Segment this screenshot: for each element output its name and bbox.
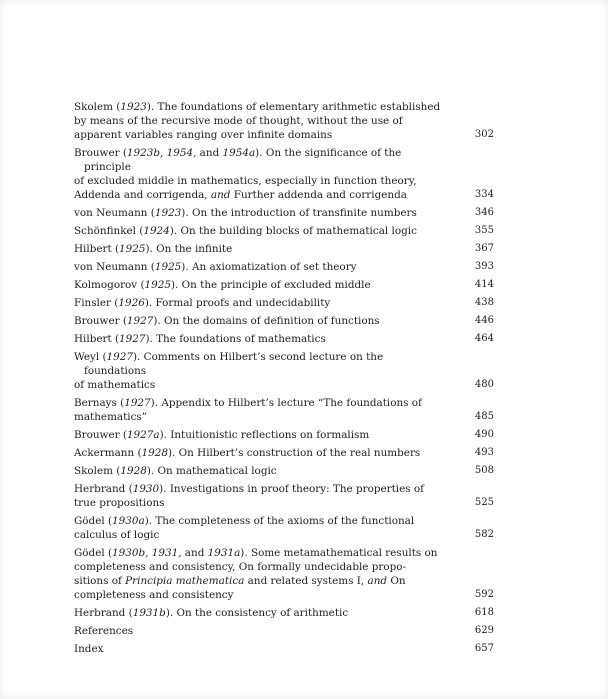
text-segment: Skolem ( bbox=[74, 465, 121, 477]
toc-entry bbox=[74, 482, 494, 510]
toc-page-number: 367 bbox=[474, 243, 494, 254]
toc-entry-line bbox=[74, 546, 448, 560]
toc-page-number: 414 bbox=[474, 279, 494, 290]
italic-segment: 1923b, 1954, bbox=[126, 147, 197, 159]
text-segment: Brouwer ( bbox=[74, 315, 127, 327]
toc-entry-title bbox=[74, 146, 466, 202]
toc-entry bbox=[74, 606, 494, 620]
toc-entry-line bbox=[74, 528, 448, 542]
toc-entry-line bbox=[74, 606, 448, 620]
italic-segment: 1928 bbox=[120, 465, 147, 477]
toc-page-number: 334 bbox=[474, 189, 494, 200]
toc-entry-line bbox=[74, 410, 448, 424]
text-segment: Bernays ( bbox=[74, 397, 125, 409]
text-segment: Brouwer ( bbox=[74, 429, 127, 441]
text-segment: Herbrand ( bbox=[74, 607, 133, 619]
text-segment: calculus of logic bbox=[74, 529, 160, 541]
toc-entry bbox=[74, 146, 494, 202]
text-segment: ). Some metamathematical results on bbox=[240, 547, 438, 559]
toc-entry bbox=[74, 242, 494, 256]
italic-segment: and bbox=[210, 189, 231, 201]
toc-page-number: 480 bbox=[474, 379, 494, 390]
italic-segment: 1927 bbox=[124, 397, 151, 409]
table-of-contents bbox=[74, 100, 494, 660]
toc-entry-line bbox=[74, 224, 448, 238]
toc-entry-title bbox=[74, 464, 466, 478]
toc-page-number: 508 bbox=[474, 465, 494, 476]
toc-entry-line bbox=[74, 174, 448, 188]
toc-page-number: 346 bbox=[474, 207, 494, 218]
toc-entry-line bbox=[74, 206, 448, 220]
toc-entry-title bbox=[74, 332, 466, 346]
italic-segment: Principia mathematica bbox=[125, 575, 245, 587]
toc-entry-line bbox=[74, 446, 448, 460]
toc-entry-line bbox=[74, 350, 448, 378]
toc-entry-title bbox=[74, 278, 466, 292]
toc-entry-title bbox=[74, 100, 466, 142]
italic-segment: 1930b, 1931, bbox=[112, 547, 182, 559]
toc-entry bbox=[74, 278, 494, 292]
italic-segment: 1930 bbox=[132, 483, 160, 495]
toc-page-number: 493 bbox=[474, 447, 494, 458]
toc-entry-line bbox=[74, 260, 448, 274]
toc-entry bbox=[74, 206, 494, 220]
italic-segment: 1926 bbox=[118, 297, 145, 309]
text-segment: Finsler ( bbox=[74, 297, 119, 309]
text-segment: completeness and consistency, On formally undecidable propo- bbox=[74, 561, 407, 573]
toc-entry-title bbox=[74, 642, 466, 656]
text-segment: Weyl ( bbox=[74, 351, 107, 363]
toc-entry bbox=[74, 224, 494, 238]
toc-page-number: 446 bbox=[474, 315, 494, 326]
text-segment: ). On Hilbert’s construction of the real numbers bbox=[167, 447, 421, 459]
toc-page-number: 582 bbox=[474, 529, 494, 540]
toc-entry bbox=[74, 624, 494, 638]
text-segment: ). Investigations in proof theory: The properties of bbox=[159, 483, 425, 495]
text-segment: Hilbert ( bbox=[74, 333, 120, 345]
toc-entry-title bbox=[74, 350, 466, 392]
text-segment: ). The foundations of mathematics bbox=[145, 333, 326, 345]
toc-entry-line bbox=[74, 560, 448, 574]
toc-entry-line bbox=[74, 574, 448, 588]
toc-page-number: 355 bbox=[474, 225, 494, 236]
italic-segment: 1924 bbox=[143, 225, 170, 237]
text-segment: of excluded middle in mathematics, especially in function theory, bbox=[74, 175, 417, 187]
toc-entry-line bbox=[74, 464, 448, 478]
toc-entry-title bbox=[74, 260, 466, 274]
toc-page-number: 618 bbox=[474, 607, 494, 618]
toc-entry bbox=[74, 260, 494, 274]
text-segment: Skolem ( bbox=[74, 101, 121, 113]
text-segment: Gödel ( bbox=[74, 515, 113, 527]
toc-entry-line bbox=[74, 242, 448, 256]
text-segment: completeness and consistency bbox=[74, 589, 234, 601]
text-segment: ). Intuitionistic reflections on formalism bbox=[159, 429, 370, 441]
italic-segment: 1954a bbox=[222, 147, 256, 159]
toc-entry-title bbox=[74, 482, 466, 510]
toc-entry-line bbox=[74, 188, 448, 202]
text-segment: mathematics” bbox=[74, 411, 148, 423]
text-segment: apparent variables ranging over infinite domains bbox=[74, 129, 333, 141]
text-segment: ). Formal proofs and undecidability bbox=[144, 297, 331, 309]
text-segment: Kolmogorov ( bbox=[74, 279, 145, 291]
toc-page-number: 438 bbox=[474, 297, 494, 308]
toc-page-number: 657 bbox=[474, 643, 494, 654]
text-segment: and bbox=[181, 547, 208, 559]
italic-segment: and bbox=[367, 575, 388, 587]
toc-entry bbox=[74, 396, 494, 424]
toc-entry-title bbox=[74, 206, 466, 220]
toc-entry bbox=[74, 428, 494, 442]
text-segment: Further addenda and corrigenda bbox=[230, 189, 407, 201]
text-segment: ). An axiomatization of set theory bbox=[181, 261, 357, 273]
text-segment: ). The foundations of elementary arithmetic established bbox=[146, 101, 441, 113]
toc-entry-line bbox=[74, 146, 448, 174]
italic-segment: 1923 bbox=[120, 101, 147, 113]
toc-entry-line bbox=[74, 100, 448, 114]
toc-entry-line bbox=[74, 588, 448, 602]
text-segment: Herbrand ( bbox=[74, 483, 133, 495]
italic-segment: 1931b bbox=[132, 607, 166, 619]
toc-entry bbox=[74, 514, 494, 542]
toc-entry-line bbox=[74, 642, 448, 656]
toc-entry-title bbox=[74, 428, 466, 442]
toc-entry-line bbox=[74, 114, 448, 128]
toc-entry bbox=[74, 446, 494, 460]
italic-segment: 1927 bbox=[119, 333, 146, 345]
text-segment: Gödel ( bbox=[74, 547, 113, 559]
text-segment: ). Comments on Hilbert’s second lecture on the foundations bbox=[84, 351, 384, 377]
italic-segment: 1931a bbox=[207, 547, 241, 559]
text-segment: ). On the consistency of arithmetic bbox=[165, 607, 349, 619]
toc-entry-line bbox=[74, 128, 448, 142]
toc-entry bbox=[74, 642, 494, 656]
text-segment: ). On mathematical logic bbox=[146, 465, 277, 477]
text-segment: Schönfinkel ( bbox=[74, 225, 144, 237]
italic-segment: 1925 bbox=[119, 243, 146, 255]
text-segment: ). On the introduction of transfinite numbers bbox=[181, 207, 417, 219]
toc-entry-line bbox=[74, 496, 448, 510]
toc-entry-line bbox=[74, 396, 448, 410]
text-segment: Ackermann ( bbox=[74, 447, 142, 459]
toc-entry-title bbox=[74, 514, 466, 542]
text-segment: von Neumann ( bbox=[74, 261, 155, 273]
toc-entry-title bbox=[74, 624, 466, 638]
toc-entry-line bbox=[74, 296, 448, 310]
text-segment: ). On the infinite bbox=[145, 243, 233, 255]
toc-entry-title bbox=[74, 314, 466, 328]
toc-entry-title bbox=[74, 606, 466, 620]
italic-segment: 1927 bbox=[106, 351, 133, 363]
toc-entry-title bbox=[74, 546, 466, 602]
toc-entry-line bbox=[74, 278, 448, 292]
text-segment: by means of the recursive mode of thought, without the use of bbox=[74, 115, 403, 127]
text-segment: Addenda and corrigenda, bbox=[74, 189, 211, 201]
toc-page-number: 592 bbox=[474, 589, 494, 600]
toc-page-number: 302 bbox=[474, 129, 494, 140]
toc-entry-line bbox=[74, 378, 448, 392]
text-segment: Index bbox=[74, 643, 104, 655]
toc-entry-line bbox=[74, 332, 448, 346]
toc-page-number: 393 bbox=[474, 261, 494, 272]
toc-entry-line bbox=[74, 314, 448, 328]
toc-entry bbox=[74, 350, 494, 392]
toc-entry-line bbox=[74, 482, 448, 496]
toc-entry-title bbox=[74, 224, 466, 238]
toc-entry-title bbox=[74, 446, 466, 460]
italic-segment: 1928 bbox=[141, 447, 168, 459]
text-segment: ). On the domains of definition of functions bbox=[153, 315, 380, 327]
italic-segment: 1925 bbox=[154, 261, 182, 273]
toc-entry bbox=[74, 314, 494, 328]
text-segment: and bbox=[196, 147, 223, 159]
toc-entry-title bbox=[74, 396, 466, 424]
toc-page-number: 464 bbox=[474, 333, 494, 344]
italic-segment: 1927 bbox=[126, 315, 154, 327]
text-segment: Brouwer ( bbox=[74, 147, 127, 159]
toc-entry bbox=[74, 546, 494, 602]
toc-entry-line bbox=[74, 428, 448, 442]
text-segment: and related systems I, bbox=[244, 575, 368, 587]
text-segment: ). On the principle of excluded middle bbox=[170, 279, 371, 291]
text-segment: ). On the significance of the principle bbox=[84, 147, 402, 173]
toc-page-number: 485 bbox=[474, 411, 494, 422]
text-segment: On bbox=[387, 575, 406, 587]
toc-entry bbox=[74, 332, 494, 346]
italic-segment: 1925 bbox=[144, 279, 171, 291]
toc-entry bbox=[74, 100, 494, 142]
text-segment: sitions of bbox=[74, 575, 126, 587]
italic-segment: 1930a bbox=[112, 515, 145, 527]
toc-entry bbox=[74, 464, 494, 478]
text-segment: von Neumann ( bbox=[74, 207, 155, 219]
toc-entry-line bbox=[74, 624, 448, 638]
text-segment: Hilbert ( bbox=[74, 243, 120, 255]
text-segment: ). The completeness of the axioms of the functional bbox=[144, 515, 415, 527]
toc-page-number: 629 bbox=[474, 625, 494, 636]
toc-entry bbox=[74, 296, 494, 310]
toc-entry-line bbox=[74, 514, 448, 528]
toc-page-number: 490 bbox=[474, 429, 494, 440]
text-segment: ). On the building blocks of mathematical logic bbox=[169, 225, 417, 237]
toc-page-number: 525 bbox=[474, 497, 494, 508]
toc-entry-title bbox=[74, 296, 466, 310]
text-segment: true propositions bbox=[74, 497, 165, 509]
toc-entry-title bbox=[74, 242, 466, 256]
italic-segment: 1923 bbox=[154, 207, 182, 219]
text-segment: ). Appendix to Hilbert’s lecture “The foundations of bbox=[150, 397, 422, 409]
text-segment: References bbox=[74, 625, 134, 637]
italic-segment: 1927a bbox=[126, 429, 160, 441]
text-segment: of mathematics bbox=[74, 379, 156, 391]
